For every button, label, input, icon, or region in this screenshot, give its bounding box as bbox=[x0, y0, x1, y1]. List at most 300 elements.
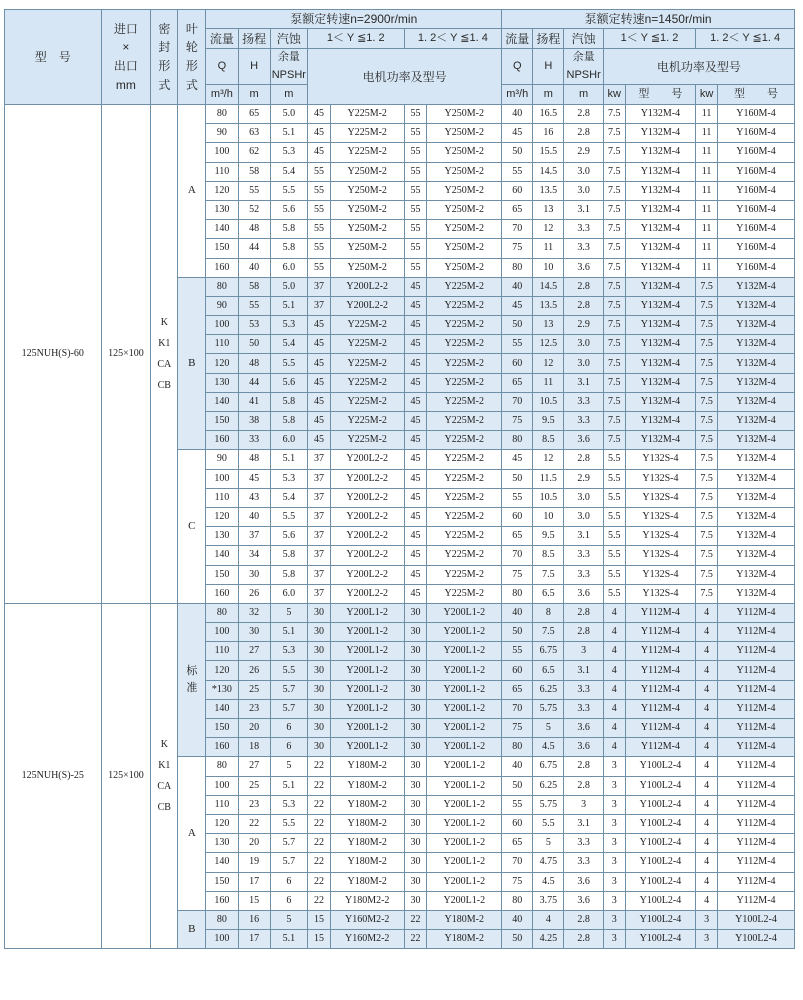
flow-low-cell: 55 bbox=[502, 162, 533, 181]
kw-low-b-cell: 4 bbox=[696, 853, 718, 872]
motor-low-a-cell: Y132M-4 bbox=[625, 258, 696, 277]
model-col-header-1450-a: 型 号 bbox=[625, 85, 696, 105]
npshr-cell: 5 bbox=[270, 603, 307, 622]
npshr-low-cell: 3.6 bbox=[564, 719, 603, 738]
motor-b-cell: Y200L1-2 bbox=[427, 795, 502, 814]
flow-low-cell: 50 bbox=[502, 469, 533, 488]
flow-cell: 100 bbox=[206, 316, 238, 335]
kw-low-a-cell: 7.5 bbox=[603, 431, 625, 450]
motor-low-b-cell: Y132M-4 bbox=[717, 565, 794, 584]
kw-low-b-cell: 4 bbox=[696, 872, 718, 891]
head-header-1450: 扬程 bbox=[533, 29, 564, 49]
npshr-low-cell: 3.0 bbox=[564, 181, 603, 200]
motor-b-cell: Y200L1-2 bbox=[427, 680, 502, 699]
kw-b-cell: 45 bbox=[404, 412, 427, 431]
impeller-cell: B bbox=[178, 277, 206, 450]
kw-a-cell: 30 bbox=[308, 623, 331, 642]
inlet-outlet-header: 进口 × 出口 mm bbox=[101, 10, 151, 105]
head-cell: 48 bbox=[238, 220, 270, 239]
kw-b-cell: 30 bbox=[404, 795, 427, 814]
motor-a-cell: Y200L1-2 bbox=[330, 719, 404, 738]
npshr-low-cell: 2.8 bbox=[564, 296, 603, 315]
motor-a-cell: Y250M-2 bbox=[330, 181, 404, 200]
kw-a-cell: 37 bbox=[308, 565, 331, 584]
motor-b-cell: Y250M-2 bbox=[427, 124, 502, 143]
npshr-low-cell: 2.9 bbox=[564, 316, 603, 335]
flow-low-cell: 55 bbox=[502, 335, 533, 354]
head-cell: 25 bbox=[238, 776, 270, 795]
npshr-low-cell: 2.8 bbox=[564, 910, 603, 929]
kw-a-cell: 30 bbox=[308, 738, 331, 757]
motor-b-cell: Y225M-2 bbox=[427, 450, 502, 469]
kw-low-b-cell: 7.5 bbox=[696, 565, 718, 584]
kw-low-a-cell: 3 bbox=[603, 776, 625, 795]
motor-low-b-cell: Y112M-4 bbox=[717, 642, 794, 661]
kw-a-cell: 37 bbox=[308, 469, 331, 488]
motor-b-cell: Y225M-2 bbox=[427, 565, 502, 584]
flow-cell: 150 bbox=[206, 239, 238, 258]
motor-low-a-cell: Y100L2-4 bbox=[625, 872, 696, 891]
head-cell: 62 bbox=[238, 143, 270, 162]
head-low-cell: 10.5 bbox=[533, 392, 564, 411]
motor-low-a-cell: Y132M-4 bbox=[625, 412, 696, 431]
head-low-cell: 9.5 bbox=[533, 412, 564, 431]
motor-a-cell: Y200L2-2 bbox=[330, 450, 404, 469]
kw-b-cell: 45 bbox=[404, 354, 427, 373]
flow-cell: 80 bbox=[206, 603, 238, 622]
kw-b-cell: 30 bbox=[404, 680, 427, 699]
kw-a-cell: 37 bbox=[308, 527, 331, 546]
kw-b-cell: 30 bbox=[404, 738, 427, 757]
kw-b-cell: 45 bbox=[404, 565, 427, 584]
motor-low-b-cell: Y112M-4 bbox=[717, 680, 794, 699]
head-cell: 15 bbox=[238, 891, 270, 910]
npshr-low-cell: 2.8 bbox=[564, 277, 603, 296]
kw-low-b-cell: 11 bbox=[696, 124, 718, 143]
kw-low-a-cell: 7.5 bbox=[603, 412, 625, 431]
flow-low-cell: 60 bbox=[502, 181, 533, 200]
flow-low-cell: 60 bbox=[502, 507, 533, 526]
kw-b-cell: 55 bbox=[404, 105, 427, 124]
kw-b-cell: 30 bbox=[404, 623, 427, 642]
impeller-cell: C bbox=[178, 450, 206, 604]
motor-low-b-cell: Y160M-4 bbox=[717, 124, 794, 143]
head-low-cell: 13.5 bbox=[533, 296, 564, 315]
npshr-low-cell: 3.1 bbox=[564, 200, 603, 219]
kw-low-b-cell: 4 bbox=[696, 623, 718, 642]
npshr-cell: 5.6 bbox=[270, 527, 307, 546]
npshr-cell: 5.4 bbox=[270, 335, 307, 354]
head-low-cell: 11 bbox=[533, 373, 564, 392]
kw-low-a-cell: 3 bbox=[603, 834, 625, 853]
head-low-cell: 7.5 bbox=[533, 565, 564, 584]
head-cell: 18 bbox=[238, 738, 270, 757]
npshr-cell: 5.5 bbox=[270, 181, 307, 200]
npshr-low-cell: 3.6 bbox=[564, 738, 603, 757]
npshr-low-cell: 3.1 bbox=[564, 527, 603, 546]
npshr-cell: 5.5 bbox=[270, 814, 307, 833]
kw-a-cell: 37 bbox=[308, 584, 331, 603]
kw-a-cell: 55 bbox=[308, 181, 331, 200]
kw-low-a-cell: 7.5 bbox=[603, 124, 625, 143]
motor-low-a-cell: Y132M-4 bbox=[625, 239, 696, 258]
kw-low-a-cell: 5.5 bbox=[603, 584, 625, 603]
kw-b-cell: 22 bbox=[404, 910, 427, 929]
motor-b-cell: Y250M-2 bbox=[427, 239, 502, 258]
head-low-cell: 9.5 bbox=[533, 527, 564, 546]
kw-low-b-cell: 11 bbox=[696, 220, 718, 239]
npshr-low-cell: 3.0 bbox=[564, 162, 603, 181]
npshr-low-cell: 2.8 bbox=[564, 776, 603, 795]
motor-a-cell: Y200L1-2 bbox=[330, 661, 404, 680]
head-cell: 30 bbox=[238, 565, 270, 584]
npshr-cell: 5.5 bbox=[270, 354, 307, 373]
flow-cell: 140 bbox=[206, 699, 238, 718]
kw-b-cell: 45 bbox=[404, 335, 427, 354]
flow-low-cell: 75 bbox=[502, 719, 533, 738]
head-cell: 53 bbox=[238, 316, 270, 335]
head-low-cell: 6.25 bbox=[533, 680, 564, 699]
flow-low-cell: 70 bbox=[502, 546, 533, 565]
impeller-type-header: 叶 轮 形 式 bbox=[178, 10, 206, 105]
flow-low-cell: 40 bbox=[502, 603, 533, 622]
table-body bbox=[5, 105, 795, 949]
kw-a-cell: 55 bbox=[308, 258, 331, 277]
flow-cell: *130 bbox=[206, 680, 238, 699]
flow-unit-2900: m³/h bbox=[206, 85, 238, 105]
motor-low-b-cell: Y100L2-4 bbox=[717, 910, 794, 929]
head-cell: 40 bbox=[238, 507, 270, 526]
flow-cell: 150 bbox=[206, 872, 238, 891]
head-low-cell: 3.75 bbox=[533, 891, 564, 910]
kw-a-cell: 37 bbox=[308, 450, 331, 469]
kw-a-cell: 22 bbox=[308, 776, 331, 795]
npshr-cell: 6 bbox=[270, 891, 307, 910]
npshr-low-cell: 3.3 bbox=[564, 392, 603, 411]
npshr-cell: 5.7 bbox=[270, 834, 307, 853]
motor-a-cell: Y225M-2 bbox=[330, 143, 404, 162]
flow-cell: 110 bbox=[206, 162, 238, 181]
npshr-cell: 5.7 bbox=[270, 699, 307, 718]
motor-low-a-cell: Y112M-4 bbox=[625, 603, 696, 622]
impeller-cell: 标 准 bbox=[178, 603, 206, 757]
model-header: 型 号 bbox=[5, 10, 102, 105]
head-cell: 52 bbox=[238, 200, 270, 219]
motor-low-a-cell: Y132M-4 bbox=[625, 296, 696, 315]
h-symbol-2900: H bbox=[238, 49, 270, 85]
kw-a-cell: 22 bbox=[308, 872, 331, 891]
kw-low-b-cell: 4 bbox=[696, 699, 718, 718]
speed-2900-header: 泵额定转速n=2900r/min bbox=[206, 10, 502, 29]
flow-low-cell: 80 bbox=[502, 584, 533, 603]
kw-low-a-cell: 5.5 bbox=[603, 469, 625, 488]
motor-low-a-cell: Y132S-4 bbox=[625, 507, 696, 526]
motor-b-cell: Y200L1-2 bbox=[427, 603, 502, 622]
motor-b-cell: Y200L1-2 bbox=[427, 776, 502, 795]
kw-b-cell: 55 bbox=[404, 143, 427, 162]
kw-low-a-cell: 7.5 bbox=[603, 296, 625, 315]
motor-low-b-cell: Y112M-4 bbox=[717, 699, 794, 718]
kw-low-b-cell: 11 bbox=[696, 258, 718, 277]
kw-low-a-cell: 7.5 bbox=[603, 220, 625, 239]
kw-low-b-cell: 7.5 bbox=[696, 392, 718, 411]
kw-low-a-cell: 5.5 bbox=[603, 565, 625, 584]
head-cell: 65 bbox=[238, 105, 270, 124]
npshr-low-cell: 3.1 bbox=[564, 661, 603, 680]
npshr-low-cell: 3.3 bbox=[564, 853, 603, 872]
npshr-low-cell: 2.8 bbox=[564, 757, 603, 776]
head-low-cell: 7.5 bbox=[533, 623, 564, 642]
flow-low-cell: 80 bbox=[502, 431, 533, 450]
npshr-low-cell: 3.3 bbox=[564, 239, 603, 258]
npshr-cell: 5 bbox=[270, 757, 307, 776]
head-cell: 30 bbox=[238, 623, 270, 642]
head-cell: 45 bbox=[238, 469, 270, 488]
flow-low-cell: 45 bbox=[502, 450, 533, 469]
kw-a-cell: 22 bbox=[308, 814, 331, 833]
kw-a-cell: 37 bbox=[308, 277, 331, 296]
kw-a-cell: 22 bbox=[308, 834, 331, 853]
flow-cell: 150 bbox=[206, 412, 238, 431]
kw-low-b-cell: 7.5 bbox=[696, 488, 718, 507]
kw-b-cell: 45 bbox=[404, 527, 427, 546]
motor-low-b-cell: Y160M-4 bbox=[717, 200, 794, 219]
motor-a-cell: Y200L2-2 bbox=[330, 565, 404, 584]
kw-low-b-cell: 7.5 bbox=[696, 431, 718, 450]
motor-a-cell: Y225M-2 bbox=[330, 412, 404, 431]
flow-cell: 100 bbox=[206, 623, 238, 642]
npshr-low-cell: 3.6 bbox=[564, 258, 603, 277]
motor-b-cell: Y225M-2 bbox=[427, 527, 502, 546]
kw-low-b-cell: 7.5 bbox=[696, 412, 718, 431]
flow-cell: 100 bbox=[206, 469, 238, 488]
flow-cell: 130 bbox=[206, 200, 238, 219]
motor-low-a-cell: Y100L2-4 bbox=[625, 891, 696, 910]
motor-a-cell: Y225M-2 bbox=[330, 124, 404, 143]
motor-low-b-cell: Y112M-4 bbox=[717, 834, 794, 853]
flow-cell: 120 bbox=[206, 507, 238, 526]
head-low-cell: 5 bbox=[533, 834, 564, 853]
head-cell: 50 bbox=[238, 335, 270, 354]
motor-low-a-cell: Y132S-4 bbox=[625, 469, 696, 488]
kw-low-a-cell: 4 bbox=[603, 738, 625, 757]
flow-low-cell: 70 bbox=[502, 220, 533, 239]
flow-low-cell: 75 bbox=[502, 412, 533, 431]
flow-low-cell: 50 bbox=[502, 623, 533, 642]
motor-low-a-cell: Y132M-4 bbox=[625, 162, 696, 181]
motor-a-cell: Y180M-2 bbox=[330, 757, 404, 776]
head-cell: 63 bbox=[238, 124, 270, 143]
flow-low-cell: 65 bbox=[502, 373, 533, 392]
kw-low-b-cell: 7.5 bbox=[696, 450, 718, 469]
flow-low-cell: 40 bbox=[502, 910, 533, 929]
motor-low-b-cell: Y132M-4 bbox=[717, 469, 794, 488]
q-symbol-2900: Q bbox=[206, 49, 238, 85]
flow-low-cell: 60 bbox=[502, 354, 533, 373]
head-cell: 34 bbox=[238, 546, 270, 565]
flow-low-cell: 55 bbox=[502, 795, 533, 814]
kw-b-cell: 30 bbox=[404, 699, 427, 718]
motor-low-b-cell: Y132M-4 bbox=[717, 392, 794, 411]
model-cell: 125NUH(S)-60 bbox=[5, 105, 102, 604]
head-low-cell: 6.5 bbox=[533, 584, 564, 603]
motor-low-b-cell: Y132M-4 bbox=[717, 584, 794, 603]
motor-a-cell: Y200L2-2 bbox=[330, 507, 404, 526]
kw-low-b-cell: 4 bbox=[696, 603, 718, 622]
motor-low-a-cell: Y132S-4 bbox=[625, 565, 696, 584]
flow-cell: 160 bbox=[206, 738, 238, 757]
npshr-cell: 5.5 bbox=[270, 507, 307, 526]
motor-low-b-cell: Y160M-4 bbox=[717, 162, 794, 181]
kw-low-a-cell: 5.5 bbox=[603, 450, 625, 469]
kw-a-cell: 45 bbox=[308, 412, 331, 431]
kw-b-cell: 30 bbox=[404, 642, 427, 661]
head-cell: 37 bbox=[238, 527, 270, 546]
flow-cell: 160 bbox=[206, 891, 238, 910]
npshr-cell: 6.0 bbox=[270, 431, 307, 450]
motor-low-b-cell: Y112M-4 bbox=[717, 872, 794, 891]
kw-a-cell: 45 bbox=[308, 316, 331, 335]
head-low-cell: 6.25 bbox=[533, 776, 564, 795]
motor-a-cell: Y160M2-2 bbox=[330, 910, 404, 929]
motor-a-cell: Y225M-2 bbox=[330, 392, 404, 411]
npshr-low-cell: 3.1 bbox=[564, 814, 603, 833]
motor-low-b-cell: Y132M-4 bbox=[717, 296, 794, 315]
kw-low-a-cell: 7.5 bbox=[603, 162, 625, 181]
npshr-low-cell: 2.8 bbox=[564, 124, 603, 143]
motor-b-cell: Y180M-2 bbox=[427, 910, 502, 929]
motor-low-a-cell: Y112M-4 bbox=[625, 738, 696, 757]
npshr-cell: 5.1 bbox=[270, 450, 307, 469]
flow-low-cell: 65 bbox=[502, 200, 533, 219]
head-cell: 22 bbox=[238, 814, 270, 833]
motor-a-cell: Y200L1-2 bbox=[330, 738, 404, 757]
kw-b-cell: 30 bbox=[404, 814, 427, 833]
motor-b-cell: Y225M-2 bbox=[427, 277, 502, 296]
head-low-cell: 8.5 bbox=[533, 431, 564, 450]
motor-b-cell: Y200L1-2 bbox=[427, 814, 502, 833]
seal-type-header: 密 封 形 式 bbox=[151, 10, 178, 105]
pump-performance-table bbox=[4, 9, 795, 949]
head-low-cell: 5 bbox=[533, 719, 564, 738]
head-low-cell: 6.5 bbox=[533, 661, 564, 680]
motor-low-a-cell: Y132M-4 bbox=[625, 373, 696, 392]
flow-low-cell: 70 bbox=[502, 392, 533, 411]
motor-low-a-cell: Y100L2-4 bbox=[625, 814, 696, 833]
flow-cell: 110 bbox=[206, 642, 238, 661]
npshr-cell: 5.8 bbox=[270, 412, 307, 431]
npshr-cell: 5.7 bbox=[270, 680, 307, 699]
kw-low-b-cell: 7.5 bbox=[696, 316, 718, 335]
kw-header-1450-b: kw bbox=[696, 85, 718, 105]
impeller-cell: A bbox=[178, 105, 206, 278]
kw-b-cell: 30 bbox=[404, 661, 427, 680]
motor-b-cell: Y250M-2 bbox=[427, 220, 502, 239]
kw-b-cell: 45 bbox=[404, 392, 427, 411]
npshr-low-cell: 3.3 bbox=[564, 220, 603, 239]
kw-low-a-cell: 3 bbox=[603, 795, 625, 814]
head-low-cell: 16.5 bbox=[533, 105, 564, 124]
npshr-low-cell: 3 bbox=[564, 642, 603, 661]
range1-header-2900: 1＜ Y ≦1. 2 bbox=[308, 29, 405, 49]
motor-a-cell: Y200L2-2 bbox=[330, 469, 404, 488]
flow-cell: 140 bbox=[206, 220, 238, 239]
motor-low-b-cell: Y160M-4 bbox=[717, 143, 794, 162]
head-unit-1450: m bbox=[533, 85, 564, 105]
kw-a-cell: 37 bbox=[308, 296, 331, 315]
motor-b-cell: Y225M-2 bbox=[427, 431, 502, 450]
kw-b-cell: 55 bbox=[404, 258, 427, 277]
kw-b-cell: 45 bbox=[404, 277, 427, 296]
npshr-cell: 5.6 bbox=[270, 373, 307, 392]
head-cell: 16 bbox=[238, 910, 270, 929]
kw-low-a-cell: 7.5 bbox=[603, 239, 625, 258]
head-cell: 48 bbox=[238, 450, 270, 469]
motor-a-cell: Y200L1-2 bbox=[330, 680, 404, 699]
motor-low-a-cell: Y132M-4 bbox=[625, 392, 696, 411]
range2-header-2900: 1. 2＜ Y ≦1. 4 bbox=[404, 29, 502, 49]
flow-cell: 140 bbox=[206, 853, 238, 872]
npshr-header-1450: 余量 NPSHr bbox=[564, 49, 603, 85]
motor-low-a-cell: Y100L2-4 bbox=[625, 795, 696, 814]
kw-b-cell: 55 bbox=[404, 124, 427, 143]
head-low-cell: 6.75 bbox=[533, 642, 564, 661]
cavitation-header-1450: 汽蚀 bbox=[564, 29, 603, 49]
head-cell: 20 bbox=[238, 834, 270, 853]
flow-cell: 130 bbox=[206, 527, 238, 546]
kw-low-a-cell: 5.5 bbox=[603, 488, 625, 507]
kw-low-b-cell: 7.5 bbox=[696, 584, 718, 603]
motor-b-cell: Y200L1-2 bbox=[427, 623, 502, 642]
impeller-cell: A bbox=[178, 757, 206, 911]
motor-b-cell: Y200L1-2 bbox=[427, 738, 502, 757]
npshr-low-cell: 3.3 bbox=[564, 412, 603, 431]
motor-low-a-cell: Y100L2-4 bbox=[625, 757, 696, 776]
head-cell: 48 bbox=[238, 354, 270, 373]
motor-low-a-cell: Y132M-4 bbox=[625, 143, 696, 162]
head-low-cell: 13 bbox=[533, 200, 564, 219]
motor-low-b-cell: Y112M-4 bbox=[717, 623, 794, 642]
kw-a-cell: 15 bbox=[308, 910, 331, 929]
kw-a-cell: 45 bbox=[308, 431, 331, 450]
table-row bbox=[5, 603, 795, 622]
flow-cell: 130 bbox=[206, 373, 238, 392]
flow-header-2900: 流量 bbox=[206, 29, 238, 49]
flow-low-cell: 40 bbox=[502, 105, 533, 124]
motor-low-b-cell: Y160M-4 bbox=[717, 220, 794, 239]
flow-cell: 120 bbox=[206, 181, 238, 200]
head-low-cell: 5.75 bbox=[533, 699, 564, 718]
motor-low-a-cell: Y132M-4 bbox=[625, 181, 696, 200]
flow-cell: 100 bbox=[206, 143, 238, 162]
kw-low-b-cell: 11 bbox=[696, 200, 718, 219]
kw-low-a-cell: 7.5 bbox=[603, 373, 625, 392]
head-cell: 55 bbox=[238, 181, 270, 200]
flow-cell: 80 bbox=[206, 105, 238, 124]
kw-low-b-cell: 3 bbox=[696, 930, 718, 949]
kw-low-a-cell: 7.5 bbox=[603, 277, 625, 296]
head-cell: 25 bbox=[238, 680, 270, 699]
kw-a-cell: 45 bbox=[308, 124, 331, 143]
npshr-cell: 5.8 bbox=[270, 392, 307, 411]
kw-low-b-cell: 4 bbox=[696, 661, 718, 680]
flow-cell: 150 bbox=[206, 719, 238, 738]
kw-a-cell: 30 bbox=[308, 642, 331, 661]
table-header bbox=[5, 10, 795, 105]
kw-low-b-cell: 4 bbox=[696, 795, 718, 814]
motor-low-a-cell: Y132M-4 bbox=[625, 354, 696, 373]
motor-low-a-cell: Y132M-4 bbox=[625, 277, 696, 296]
